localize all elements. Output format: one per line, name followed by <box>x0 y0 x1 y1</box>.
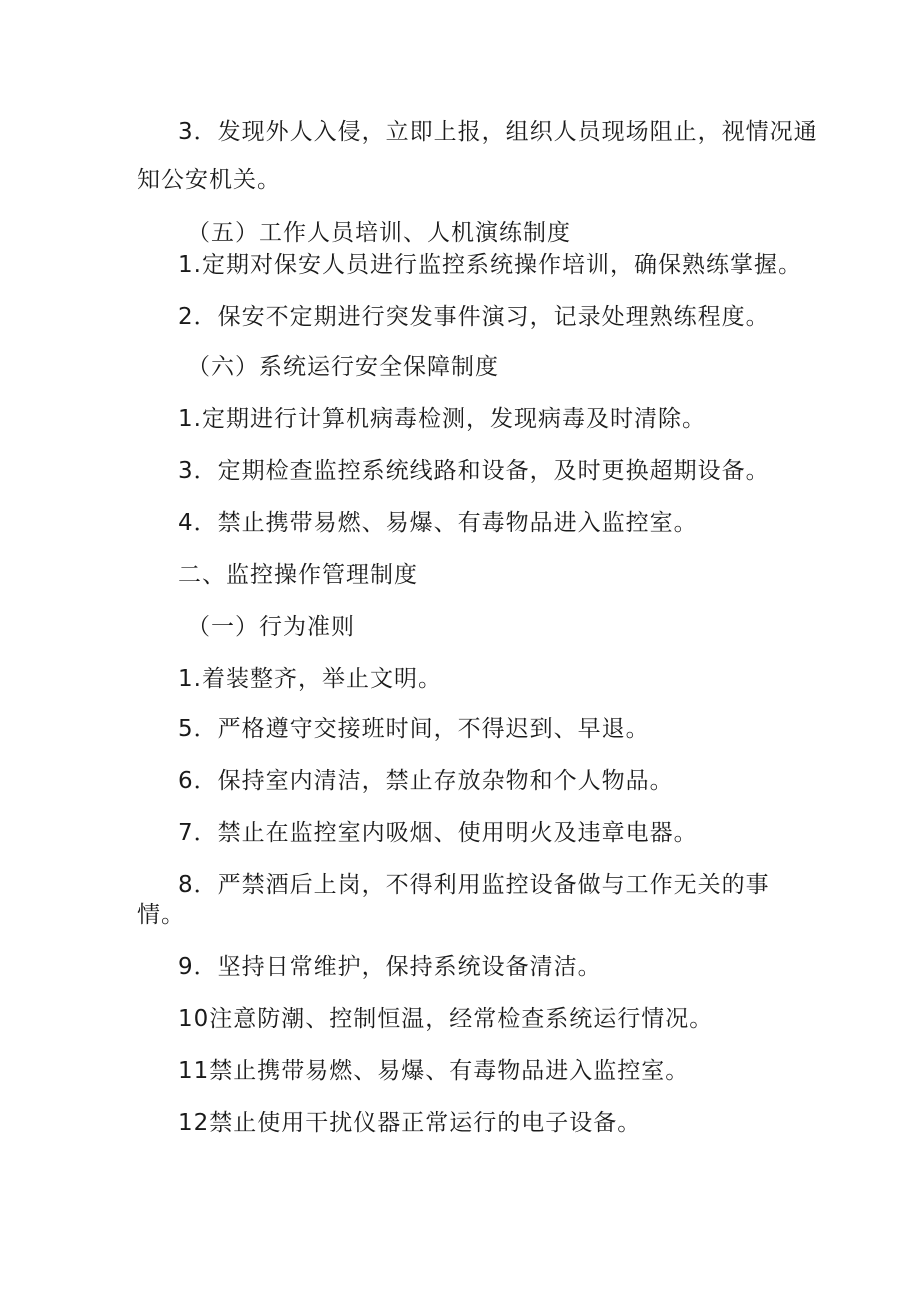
paragraph-line: 5．严格遵守交接班时间，不得迟到、早退。 <box>178 716 650 742</box>
section-heading: （一）行为准则 <box>187 614 355 640</box>
paragraph-line: 7．禁止在监控室内吸烟、使用明火及违章电器。 <box>178 820 698 846</box>
paragraph-line: 9．坚持日常维护，保持系统设备清洁。 <box>178 954 602 980</box>
paragraph-line: 11禁止携带易燃、易爆、有毒物品进入监控室。 <box>178 1058 690 1084</box>
paragraph-line: 6．保持室内清洁，禁止存放杂物和个人物品。 <box>178 768 674 794</box>
paragraph-line: 4．禁止携带易燃、易爆、有毒物品进入监控室。 <box>178 510 698 536</box>
chapter-heading: 二、监控操作管理制度 <box>178 562 418 588</box>
paragraph-line: 2．保安不定期进行突发事件演习，记录处理熟练程度。 <box>178 304 770 330</box>
paragraph-line: 情。 <box>137 902 185 928</box>
paragraph-line: 1.定期对保安人员进行监控系统操作培训，确保熟练掌握。 <box>178 252 802 278</box>
paragraph-line: 知公安机关。 <box>137 167 281 193</box>
paragraph-line: 10注意防潮、控制恒温，经常检查系统运行情况。 <box>178 1006 714 1032</box>
section-heading: （六）系统运行安全保障制度 <box>187 354 499 380</box>
section-heading: （五）工作人员培训、人机演练制度 <box>187 220 571 246</box>
paragraph-line: 3．发现外人入侵，立即上报，组织人员现场阻止，视情况通 <box>178 119 818 145</box>
paragraph-line: 3．定期检查监控系统线路和设备，及时更换超期设备。 <box>178 458 770 484</box>
paragraph-line: 1.着装整齐，举止文明。 <box>178 666 442 692</box>
paragraph-line: 8．严禁酒后上岗，不得利用监控设备做与工作无关的事 <box>178 872 770 898</box>
paragraph-line: 12禁止使用干扰仪器正常运行的电子设备。 <box>178 1110 642 1136</box>
paragraph-line: 1.定期进行计算机病毒检测，发现病毒及时清除。 <box>178 406 706 432</box>
